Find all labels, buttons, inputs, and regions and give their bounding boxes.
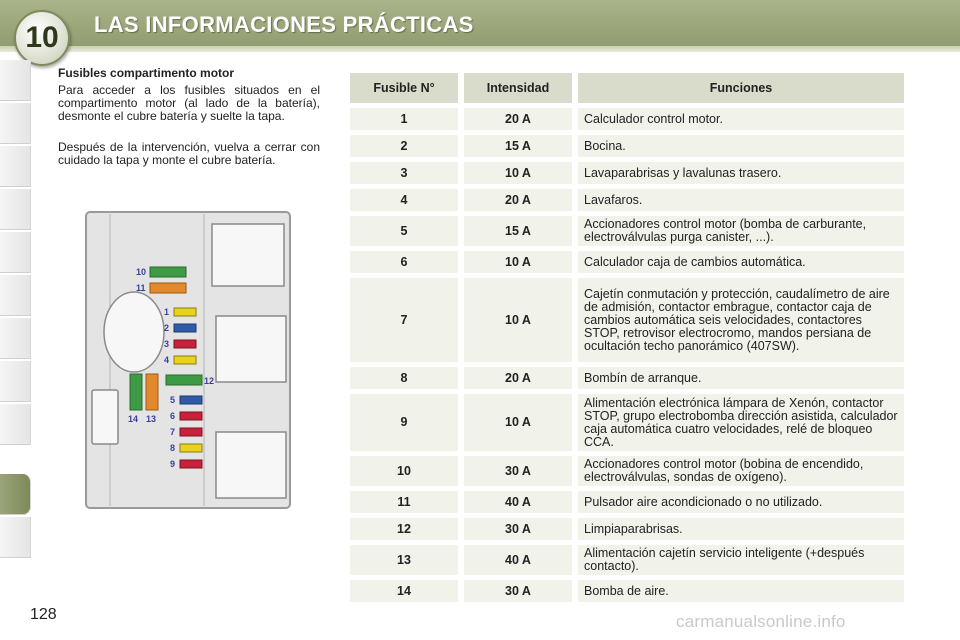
fuse-label-10: 10 [136, 267, 147, 277]
fuse-number-cell: 5 [350, 216, 464, 246]
fuse-1-mark [174, 308, 196, 316]
table-row [350, 189, 904, 211]
fuse-3-mark [174, 340, 196, 348]
fuse-intensity-cell: 20 A [464, 367, 578, 389]
fuse-intensity-cell: 10 A [464, 251, 578, 273]
table-row [350, 278, 904, 362]
fuse-intensity-cell: 20 A [464, 189, 578, 211]
fuse-table [350, 68, 904, 607]
chapter-tab-10-active[interactable] [0, 474, 31, 515]
chapter-tab-strip [0, 60, 32, 580]
table-header-row [350, 73, 904, 103]
fuse-intensity-cell: 30 A [464, 518, 578, 540]
table-row [350, 456, 904, 486]
table-row [350, 251, 904, 273]
fuse-number-cell: 12 [350, 518, 464, 540]
fuse-intensity-cell: 30 A [464, 456, 578, 486]
fuse-5-mark [180, 396, 202, 404]
fuse-intensity-cell: 10 A [464, 394, 578, 451]
column-header-fuse-number: Fusible N° [350, 73, 464, 103]
fuse-7-mark [180, 428, 202, 436]
fuse-function-cell: Lavafaros. [578, 189, 904, 211]
chapter-tab-5[interactable] [0, 232, 31, 273]
fuse-number-cell: 6 [350, 251, 464, 273]
chapter-tab-3[interactable] [0, 146, 31, 187]
fuse-12-mark [166, 375, 202, 385]
fuse-number-cell: 13 [350, 545, 464, 575]
chapter-tab-7[interactable] [0, 318, 31, 359]
fuse-function-cell: Accionadores control motor (bomba de carburante, electroválvulas purga canister, ...). [578, 216, 904, 246]
fuse-4-mark [174, 356, 196, 364]
fuse-function-cell: Bombín de arranque. [578, 367, 904, 389]
side-slot [92, 390, 118, 444]
fuse-function-cell: Calculador control motor. [578, 108, 904, 130]
chapter-tab-11[interactable] [0, 517, 31, 558]
fuse-number-cell: 14 [350, 580, 464, 602]
fuse-intensity-cell: 15 A [464, 135, 578, 157]
fuse-14-mark [130, 374, 142, 410]
fuse-number-cell: 2 [350, 135, 464, 157]
fuse-intensity-cell: 30 A [464, 580, 578, 602]
fuse-function-cell: Lavaparabrisas y lavalunas trasero. [578, 162, 904, 184]
fuse-box-diagram [84, 210, 292, 510]
table-row [350, 580, 904, 602]
fuse-label-5: 5 [170, 395, 176, 405]
fuse-6-mark [180, 412, 202, 420]
chapter-tab-8[interactable] [0, 361, 31, 402]
fuse-label-9: 9 [170, 459, 176, 469]
fuse-function-cell: Calculador caja de cambios automática. [578, 251, 904, 273]
relay-slot-bottom [216, 432, 286, 498]
fuse-11-mark [150, 283, 186, 293]
table-row [350, 491, 904, 513]
fuse-intensity-cell: 10 A [464, 278, 578, 362]
fuse-number-cell: 7 [350, 278, 464, 362]
fuse-function-cell: Cajetín conmutación y protección, caudalímetro de aire de admisión, contactor embrague, contactor caja de cambios automática seis velocidades, contactores STOP, retrovisor electrocromo, mandos persiana de ocultación techo panorámico (407SW). [578, 278, 904, 362]
fuse-number-cell: 4 [350, 189, 464, 211]
fuse-number-cell: 8 [350, 367, 464, 389]
table-row [350, 135, 904, 157]
chapter-tab-1[interactable] [0, 60, 31, 101]
fuse-label-2: 2 [164, 323, 170, 333]
fuse-label-8: 8 [170, 443, 176, 453]
fuse-number-cell: 11 [350, 491, 464, 513]
fuse-13-mark [146, 374, 158, 410]
fuse-2-mark [174, 324, 196, 332]
page-title: LAS INFORMACIONES PRÁCTICAS [94, 12, 474, 37]
chapter-tab-6[interactable] [0, 275, 31, 316]
fuse-label-13: 13 [146, 414, 157, 424]
fuse-number-cell: 1 [350, 108, 464, 130]
chapter-tab-4[interactable] [0, 189, 31, 230]
fuse-label-7: 7 [170, 427, 176, 437]
chapter-tab-2[interactable] [0, 103, 31, 144]
fuse-function-cell: Pulsador aire acondicionado o no utilizado. [578, 491, 904, 513]
chapter-tab-9[interactable] [0, 404, 31, 445]
fuse-function-cell: Alimentación electrónica lámpara de Xenón, contactor STOP, grupo electrobomba dirección asistida, calculador caja automática cuatro velocidades, relé de bloqueo CCA. [578, 394, 904, 451]
fuse-label-4: 4 [164, 355, 170, 365]
fuse-10-mark [150, 267, 186, 277]
fuse-label-12: 12 [204, 376, 215, 386]
fuse-label-1: 1 [164, 307, 170, 317]
fuse-intensity-cell: 20 A [464, 108, 578, 130]
fuse-intensity-cell: 40 A [464, 491, 578, 513]
fuse-function-cell: Alimentación cajetín servicio inteligente (+después contacto). [578, 545, 904, 575]
fuse-label-3: 3 [164, 339, 170, 349]
relay-slot-middle [216, 316, 286, 382]
column-header-functions: Funciones [578, 73, 904, 103]
relay-slot-top [212, 224, 284, 286]
fuse-label-14: 14 [128, 414, 139, 424]
instruction-paragraph-1: Para acceder a los fusibles situados en el compartimento motor (al lado de la batería), desmonte el cubre batería y suelte la tapa. [58, 83, 320, 123]
chapter-number-badge: 10 [14, 10, 70, 66]
fuse-function-cell: Bomba de aire. [578, 580, 904, 602]
page-number: 128 [30, 606, 57, 623]
table-row [350, 367, 904, 389]
fuse-label-6: 6 [170, 411, 176, 421]
fuse-function-cell: Accionadores control motor (bobina de encendido, electroválvulas, sondas de oxígeno). [578, 456, 904, 486]
fuse-intensity-cell: 40 A [464, 545, 578, 575]
table-row [350, 216, 904, 246]
fuse-label-11: 11 [136, 283, 146, 293]
table-row [350, 545, 904, 575]
section-heading: Fusibles compartimento motor [58, 66, 235, 80]
fuse-number-cell: 9 [350, 394, 464, 451]
column-header-intensity: Intensidad [464, 73, 578, 103]
fuse-intensity-cell: 15 A [464, 216, 578, 246]
fuse-intensity-cell: 10 A [464, 162, 578, 184]
fuse-function-cell: Limpiaparabrisas. [578, 518, 904, 540]
round-cover-opening [104, 292, 164, 372]
table-row [350, 162, 904, 184]
fuse-number-cell: 3 [350, 162, 464, 184]
header-underline [0, 46, 960, 52]
instruction-paragraph-2: Después de la intervención, vuelva a cerrar con cuidado la tapa y monte el cubre batería. [58, 140, 320, 167]
fuse-function-cell: Bocina. [578, 135, 904, 157]
fuse-9-mark [180, 460, 202, 468]
watermark-text: carmanualsonline.info [676, 612, 846, 631]
table-row [350, 108, 904, 130]
table-row [350, 394, 904, 451]
table-row [350, 518, 904, 540]
fuse-number-cell: 10 [350, 456, 464, 486]
fuse-8-mark [180, 444, 202, 452]
